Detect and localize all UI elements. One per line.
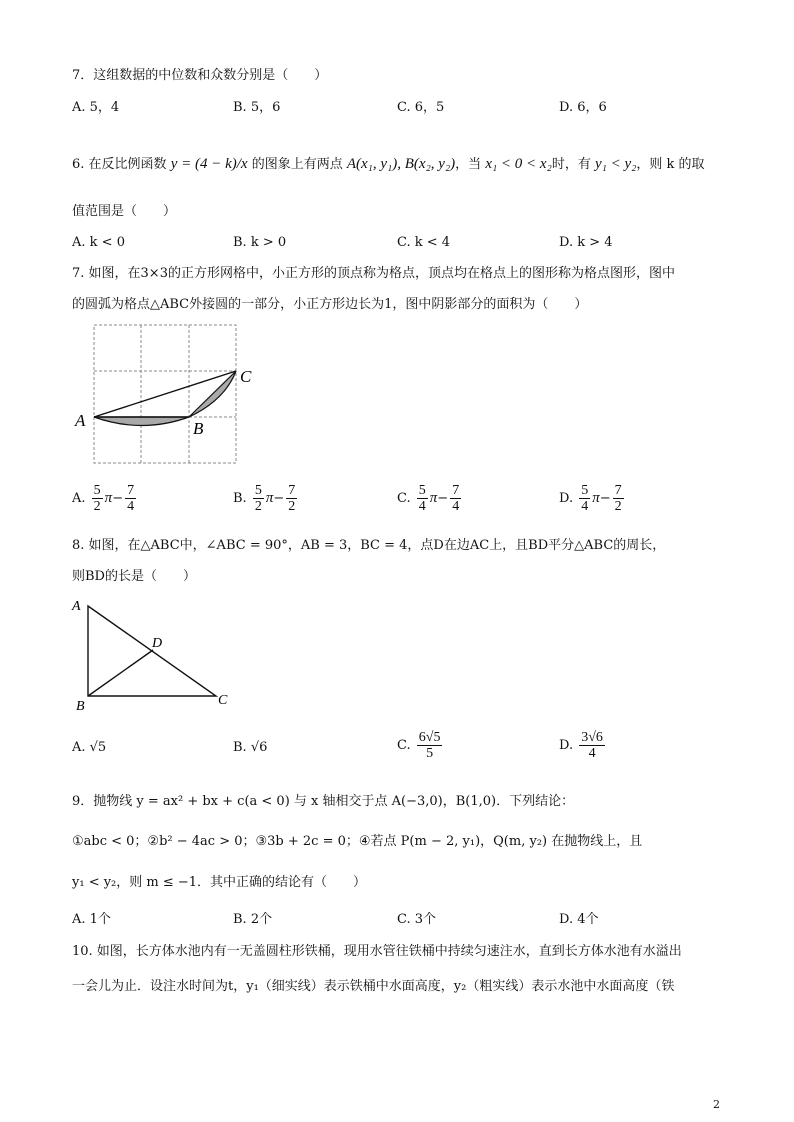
q7-grid-figure: [70, 318, 270, 468]
q7-option-c: C. $\frac{5}{4}$ π− $\frac{7}{4}$: [397, 483, 460, 514]
q9-stem-line1: 9．抛物线 y = ax² + bx + c(a < 0) 与 x 轴相交于点 A(−3,0)，B(1,0)．下列结论：: [72, 794, 575, 809]
q8-stem-line1: 8. 如图，在△ABC中，∠ABC = 90°，AB = 3，BC = 4，点D在边AC上，且BD平分△ABC的周长，: [72, 538, 666, 553]
q6-option-a: A. k < 0: [72, 235, 125, 250]
q9-option-c: C. 3个: [397, 912, 437, 927]
q7-label-b: B: [193, 419, 204, 438]
q8-label-a: A: [72, 599, 81, 614]
q6-stem-line2: 值范围是（ ）: [72, 204, 177, 219]
q6-option-d: D. k > 4: [559, 235, 613, 250]
q7-label-a: A: [75, 411, 86, 430]
q9-stem-line3: y₁ < y₂，则 m ≤ −1．其中正确的结论有（ ）: [72, 875, 367, 890]
q7-option-b: B. $\frac{5}{2}$ π− $\frac{7}{2}$: [233, 483, 296, 514]
q10-stem-line2: 一会儿为止．设注水时间为t，y₁（细实线）表示铁桶中水面高度，y₂（粗实线）表示水池中水面高度（铁: [72, 979, 675, 994]
q8-label-d: D: [152, 636, 163, 651]
q8-segment-bd: [88, 650, 153, 696]
q8-option-d: D. $\frac{3√6}{4}$: [559, 730, 603, 761]
q9-stem-line2: ①abc < 0；②b² − 4ac > 0；③3b + 2c = 0；④若点 P(m − 2, y₁)，Q(m, y₂) 在抛物线上，且: [72, 834, 643, 849]
q6-stem: 6. 在反比例函数 y = (4 − k)/x 的图象上有两点 A(x₁, y₁), B(x₂, y₂)，当 x₁ < 0 < x₂时，有 y₁ < y₂，则 k 的取: [72, 156, 705, 172]
q7a-option-a: A. 5，4: [72, 100, 120, 115]
q7a-stem: 7．这组数据的中位数和众数分别是（ ）: [72, 68, 328, 83]
q8-option-c: C. $\frac{6√5}{5}$: [397, 730, 441, 761]
q7a-option-d: D. 6，6: [559, 100, 607, 115]
q7a-option-b: B. 5，6: [233, 100, 281, 115]
q7-label-c: C: [240, 367, 252, 386]
q7-stem-line1: 7. 如图，在3×3的正方形网格中，小正方形的顶点称为格点，顶点均在格点上的图形称为格点图形，图中: [72, 266, 675, 281]
q8-label-b: B: [76, 699, 85, 714]
q7-option-a: A. $\frac{5}{2}$ π− $\frac{7}{4}$: [72, 483, 135, 514]
q6-points: A(x₁, y₁), B(x₂, y₂): [346, 156, 456, 172]
q7-stem-line2: 的圆弧为格点△ABC外接圆的一部分，小正方形边长为1，图中阴影部分的面积为（ ）: [72, 297, 588, 312]
q6-option-c: C. k < 4: [397, 235, 451, 250]
q8-stem-line2: 则BD的长是（ ）: [72, 569, 196, 584]
q9-option-d: D. 4个: [559, 912, 599, 927]
q10-stem-line1: 10. 如图，长方体水池内有一无盖圆柱形铁桶，现用水管往铁桶中持续匀速注水，直到长方体水池有水溢出: [72, 944, 682, 959]
q8-label-c: C: [218, 693, 228, 708]
q6-option-b: B. k > 0: [233, 235, 287, 250]
q8-option-a: A. √5: [72, 740, 107, 755]
q9-option-a: A. 1个: [72, 912, 111, 927]
q8-triangle-figure: [68, 594, 248, 714]
q8-option-b: B. √6: [233, 740, 268, 755]
q7-shaded-segment-ab: [94, 417, 189, 426]
q9-option-b: B. 2个: [233, 912, 273, 927]
q6-function: y = (4 − k)/x: [170, 156, 248, 172]
q7a-option-c: C. 6，5: [397, 100, 445, 115]
page-number: 2: [713, 1098, 720, 1111]
q7-option-d: D. $\frac{5}{4}$ π− $\frac{7}{2}$: [559, 483, 622, 514]
